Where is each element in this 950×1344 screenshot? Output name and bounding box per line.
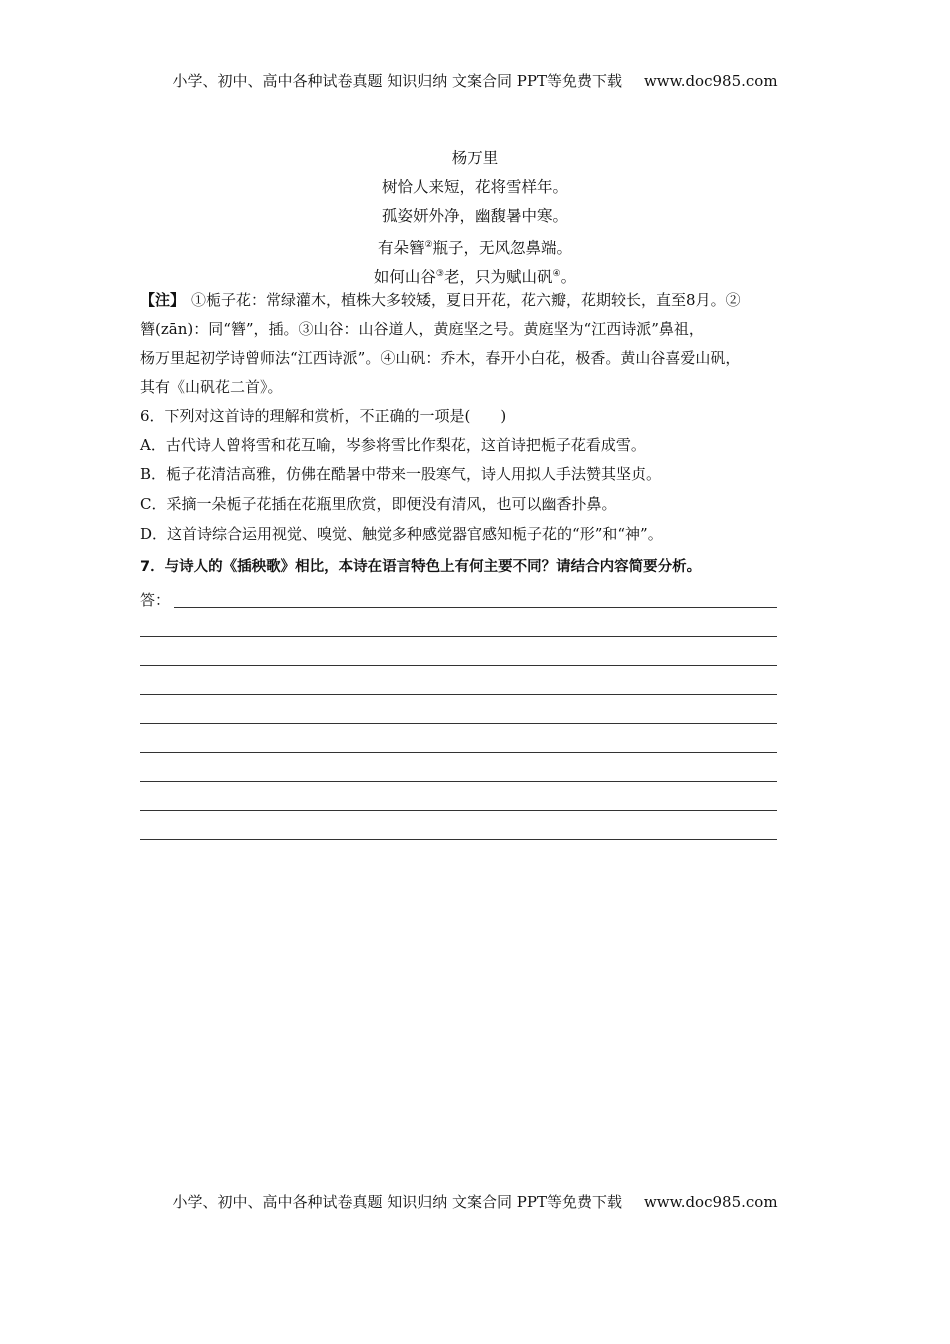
poem-line-3-a: 有朵簪	[377, 239, 425, 257]
answer-line[interactable]	[140, 839, 777, 840]
footnote-marker-4: ④	[552, 269, 561, 279]
option-a: A．古代诗人曾将雪和花互喻，岑参将雪比作梨花，这首诗把栀子花看成雪。	[140, 436, 646, 454]
answer-line[interactable]	[140, 694, 777, 695]
poem-line-4	[0, 260, 950, 289]
poem-line-2: 孤姿妍外净，幽馥暑中寒。	[381, 207, 568, 225]
answer-line[interactable]	[174, 607, 777, 608]
poem-line-3	[0, 231, 950, 260]
option-d: D．这首诗综合运用视觉、嗅觉、触觉多种感觉器官感知栀子花的“形”和“神”。	[140, 525, 663, 543]
poem	[0, 144, 950, 289]
footnote-marker-3: ③	[435, 269, 444, 279]
poem-line-4-b: 老，只为赋山矾	[443, 268, 553, 286]
poem-line-1: 树恰人来短，花将雪样年。	[381, 178, 568, 196]
footer-site: www.doc985.com	[643, 1193, 778, 1211]
header-text: 小学、初中、高中各种试卷真题 知识归纳 文案合同 PPT等免费下载	[172, 72, 622, 90]
header-site: www.doc985.com	[643, 72, 778, 90]
answer-line[interactable]	[140, 781, 777, 782]
note-line-1-text: ①栀子花：常绿灌木，植株大多较矮，夏日开花，花六瓣，花期较长，直至8月。②	[191, 291, 741, 309]
question-6: 6．下列对这首诗的理解和赏析，不正确的一项是( )	[140, 407, 507, 425]
answer-line[interactable]	[140, 752, 777, 753]
footer-text: 小学、初中、高中各种试卷真题 知识归纳 文案合同 PPT等免费下载	[172, 1193, 622, 1211]
footnote-marker-2: ②	[424, 240, 433, 250]
poem-author: 杨万里	[451, 149, 499, 167]
answer-line[interactable]	[140, 665, 777, 666]
annotation	[140, 286, 816, 402]
poem-line-4-a: 如何山谷	[373, 268, 436, 286]
poem-line-4-c: 。	[560, 268, 577, 286]
note-line-3: 杨万里起初学诗曾师法“江西诗派”。④山矾：乔木，春开小白花，极香。黄山谷喜爱山矾，	[140, 349, 741, 367]
answer-line[interactable]	[140, 810, 777, 811]
note-line-2: 簪(zān)：同“簪”，插。③山谷：山谷道人，黄庭坚之号。黄庭坚为“江西诗派”鼻祖，	[140, 320, 704, 338]
answer-line[interactable]	[140, 723, 777, 724]
question-7: 7．与诗人的《插秧歌》相比，本诗在语言特色上有何主要不同？请结合内容简要分析。	[140, 559, 702, 575]
poem-line-3-b: 瓶子，无风忽鼻端。	[432, 239, 573, 257]
note-line-1	[140, 286, 816, 315]
note-label: 【注】	[140, 291, 186, 309]
answer-label: 答：	[140, 591, 171, 609]
answer-line[interactable]	[140, 636, 777, 637]
option-b: B．栀子花清洁高雅，仿佛在酷暑中带来一股寒气，诗人用拟人手法赞其坚贞。	[140, 465, 662, 483]
option-c: C．采摘一朵栀子花插在花瓶里欣赏，即便没有清风，也可以幽香扑鼻。	[140, 495, 617, 513]
page-header	[0, 70, 950, 91]
page-footer	[0, 1191, 950, 1212]
note-line-4: 其有《山矾花二首》。	[140, 378, 283, 396]
